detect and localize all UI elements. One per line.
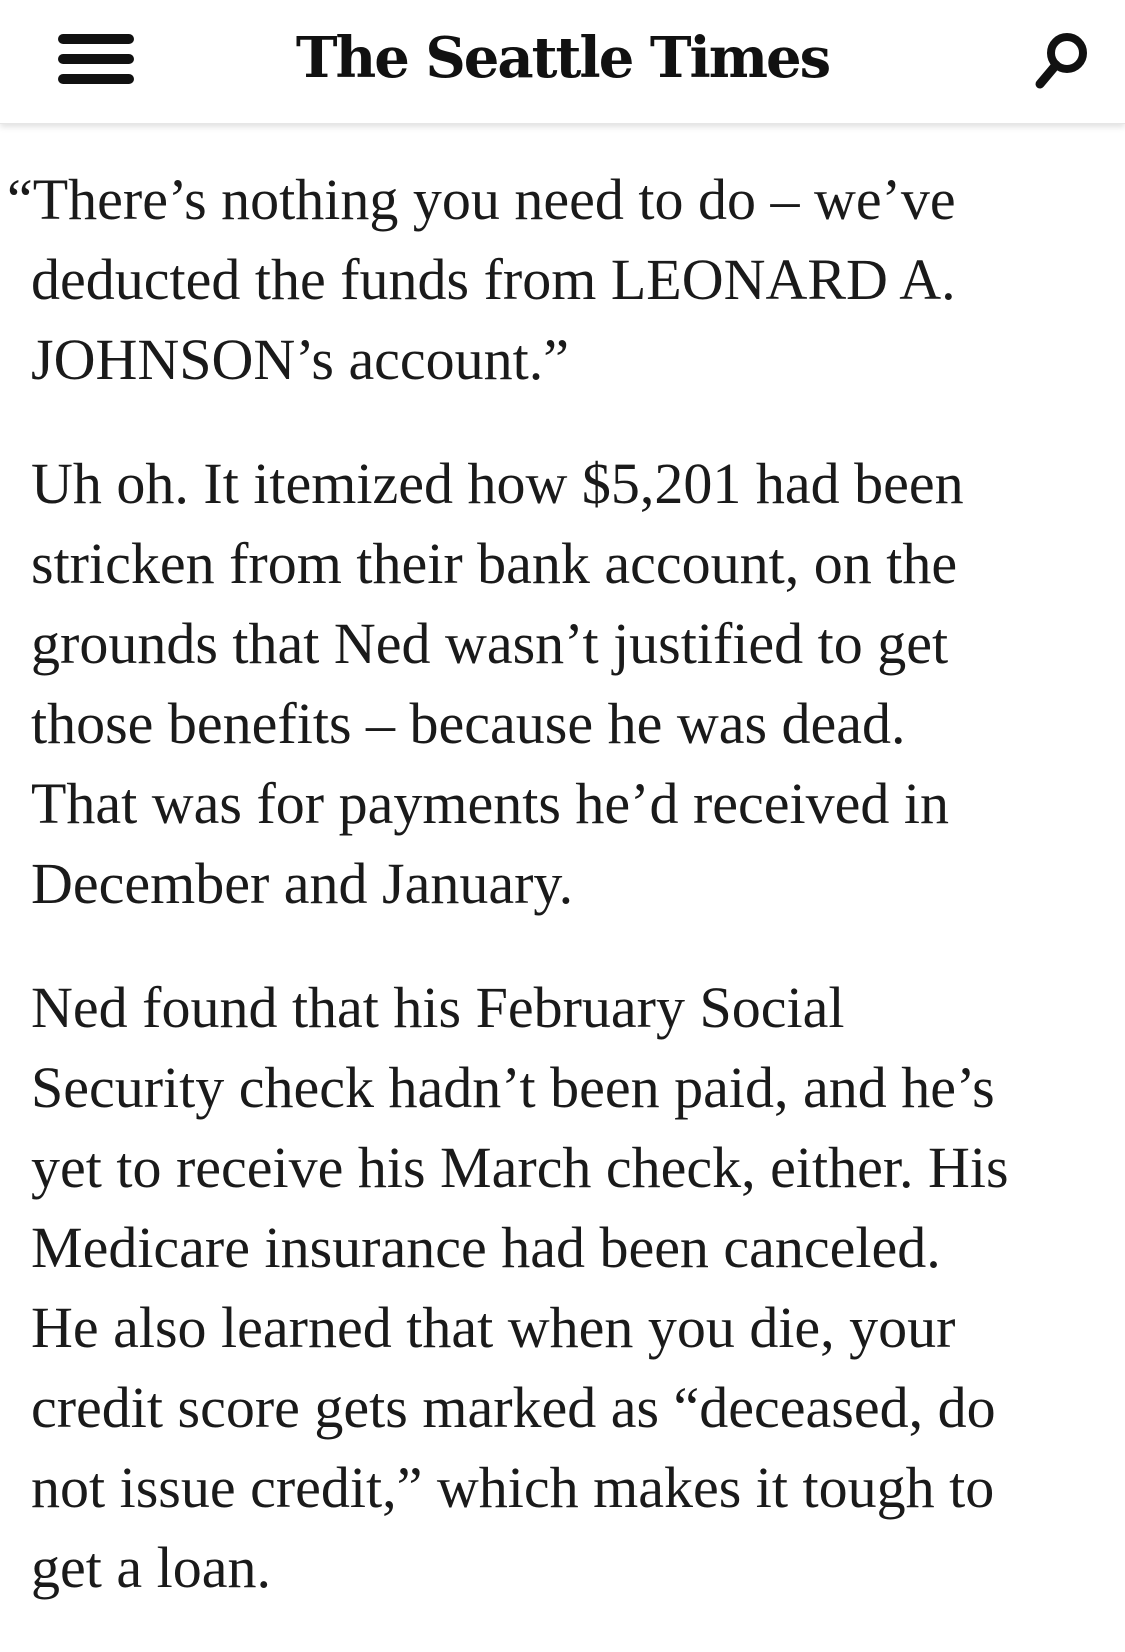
text-line: “There’s nothing you need to do – we’ve: [7, 167, 956, 232]
text-line: He also learned that when you die, your: [31, 1295, 956, 1360]
text-line: That was for payments he’d received in: [31, 771, 949, 836]
text-line: yet to receive his March check, either. His: [31, 1135, 1009, 1200]
text-line: Medicare insurance had been canceled.: [31, 1215, 941, 1280]
text-line: not issue credit,” which makes it tough to: [31, 1455, 995, 1520]
article-paragraph-1: [7, 160, 1095, 400]
text-line: get a loan.: [31, 1535, 271, 1600]
menu-bar: [58, 54, 134, 64]
text-line: credit score gets marked as “deceased, do: [31, 1375, 996, 1440]
text-line: Uh oh. It itemized how $5,201 had been: [31, 451, 964, 516]
text-line: December and January.: [31, 851, 574, 916]
text-line: deducted the funds from LEONARD A.: [31, 247, 956, 312]
text-line: grounds that Ned wasn’t justified to get: [31, 611, 949, 676]
site-header: [0, 0, 1125, 124]
menu-bar: [58, 34, 134, 44]
article-paragraph-3: [31, 968, 1095, 1608]
text-line: those benefits – because he was dead.: [31, 691, 906, 756]
article-paragraph-2: [31, 444, 1095, 924]
hamburger-menu-icon[interactable]: [56, 30, 136, 90]
text-line: JOHNSON’s account.”: [31, 327, 570, 392]
article-body: [0, 160, 1125, 1652]
menu-bar: [58, 74, 134, 84]
text-line: Security check hadn’t been paid, and he’s: [31, 1055, 995, 1120]
text-line: Ned found that his February Social: [31, 975, 845, 1040]
text-line: stricken from their bank account, on the: [31, 531, 958, 596]
search-icon[interactable]: [1032, 28, 1092, 92]
site-logo[interactable]: The Seattle Times: [295, 25, 830, 91]
